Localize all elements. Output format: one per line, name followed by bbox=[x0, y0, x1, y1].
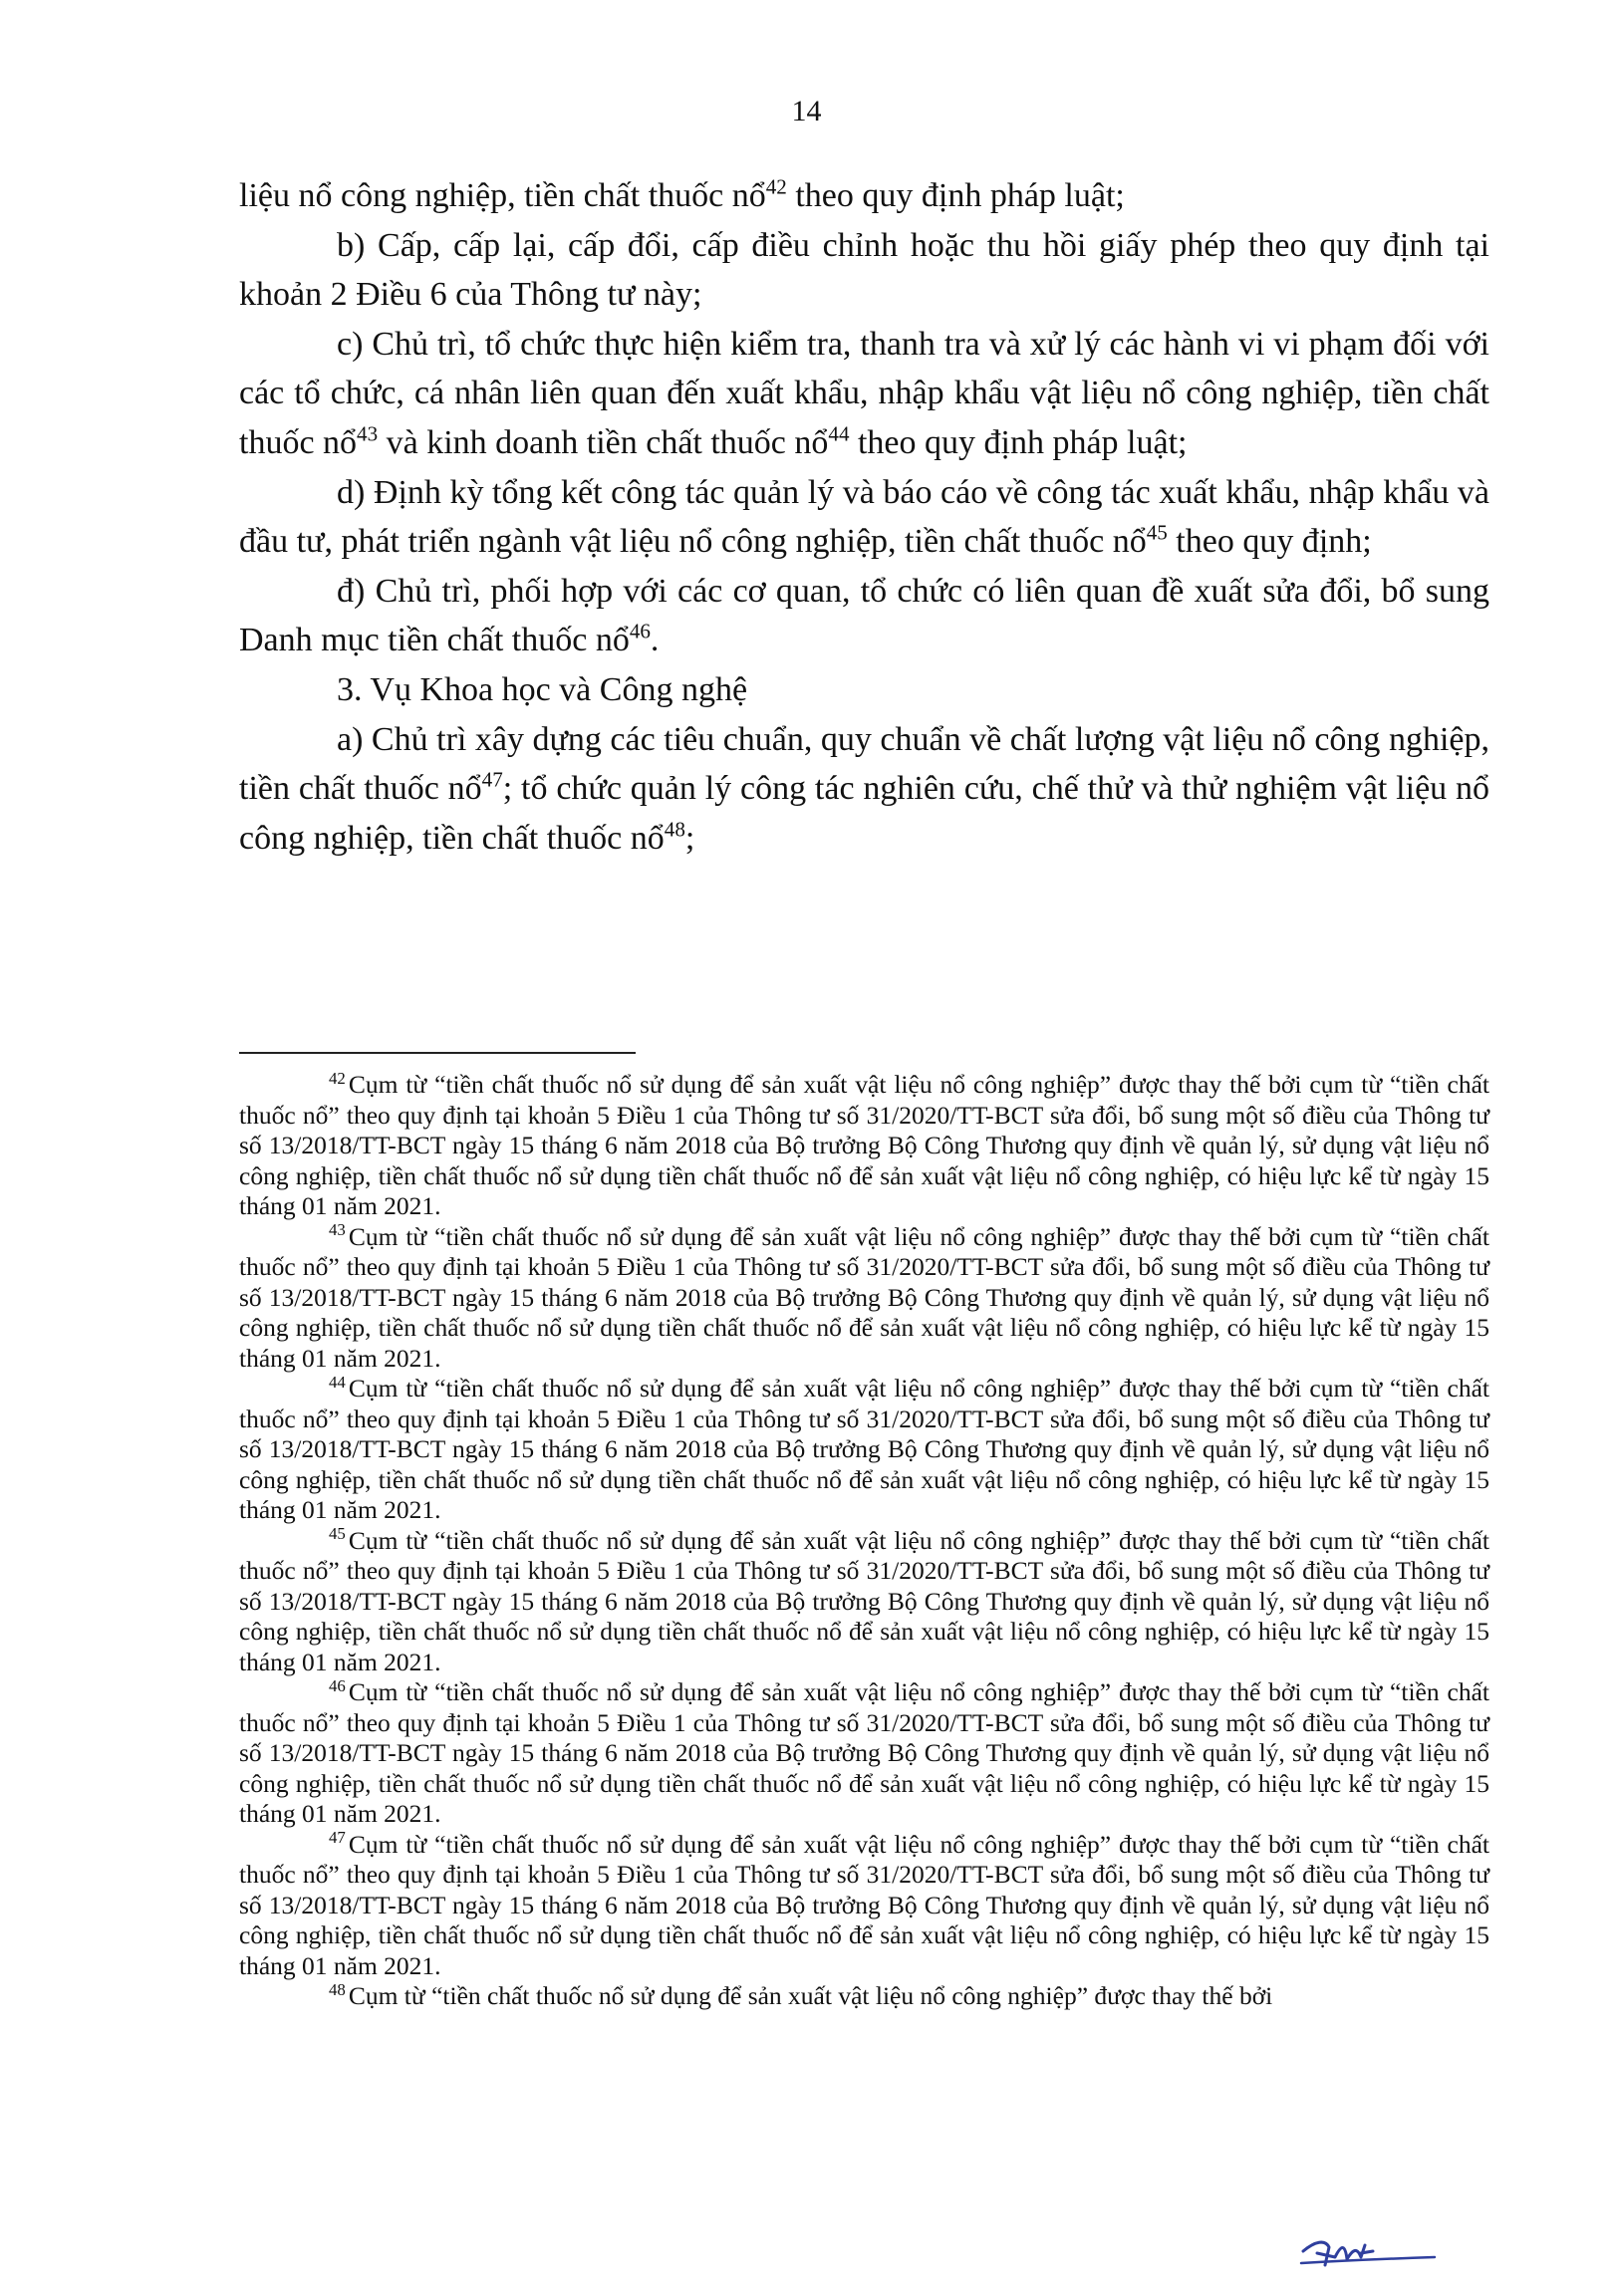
footnote-text: Cụm từ “tiền chất thuốc nổ sử dụng để sản xuất vật liệu nổ công nghiệp” được thay thế bởi cụm từ “tiền chất thuốc nổ” theo quy định tại khoản 5 Điều 1 của Thông tư số 31/2020/TT-BCT sửa đổi, bổ sung một số điều của Thông tư số 13/2018/TT-BCT ngày 15 tháng 6 năm 2018 của Bộ trưởng Bộ Công Thương quy định về quản lý, sử dụng vật liệu nổ công nghiệp, tiền chất thuốc nổ sử dụng tiền chất thuốc nổ để sản xuất vật liệu nổ công nghiệp, có hiệu lực kể từ ngày 15 tháng 01 năm 2021. bbox=[239, 1829, 1489, 1980]
footnote-text: Cụm từ “tiền chất thuốc nổ sử dụng để sản xuất vật liệu nổ công nghiệp” được thay thế bởi bbox=[348, 1981, 1273, 2010]
footnote-mark: 45 bbox=[329, 1524, 346, 1543]
paragraph-text: ; bbox=[684, 819, 695, 857]
footnote bbox=[239, 1070, 1489, 1222]
footnote-mark: 48 bbox=[329, 1979, 346, 1999]
paragraph-text: theo quy định pháp luật; bbox=[786, 177, 1125, 214]
paragraph-item-c bbox=[239, 320, 1489, 468]
footnote-mark: 42 bbox=[329, 1068, 346, 1088]
body-text bbox=[239, 171, 1489, 863]
paragraph-text: theo quy định pháp luật; bbox=[849, 423, 1188, 461]
signature-initials bbox=[1295, 2231, 1445, 2271]
footnotes bbox=[239, 1070, 1489, 2012]
section-heading bbox=[239, 665, 1489, 715]
paragraph-text: theo quy định; bbox=[1167, 523, 1372, 561]
footnote-ref[interactable]: 43 bbox=[357, 421, 379, 446]
footnote bbox=[239, 1222, 1489, 1375]
paragraph-text: liệu nổ công nghiệp, tiền chất thuốc nổ bbox=[239, 177, 766, 214]
footnote-mark: 46 bbox=[329, 1675, 346, 1695]
footnote-ref[interactable]: 45 bbox=[1146, 520, 1168, 545]
footnote-separator bbox=[239, 1052, 636, 1054]
paragraph-text: ; tổ chức quản lý công tác nghiên cứu, chế thử và thử nghiệm vật liệu nổ công nghiệp, tiền chất thuốc nổ bbox=[239, 770, 1489, 857]
footnote bbox=[239, 1526, 1489, 1678]
paragraph-item-b bbox=[239, 221, 1489, 320]
footnote bbox=[239, 1981, 1489, 2012]
paragraph-continuation bbox=[239, 171, 1489, 221]
footnote bbox=[239, 1677, 1489, 1830]
footnote-mark: 43 bbox=[329, 1220, 346, 1239]
paragraph-item-d bbox=[239, 468, 1489, 567]
paragraph-text: đ) Chủ trì, phối hợp với các cơ quan, tổ chức có liên quan đề xuất sửa đổi, bổ sung Danh mục tiền chất thuốc nổ bbox=[239, 572, 1489, 659]
footnote-ref[interactable]: 48 bbox=[664, 817, 685, 842]
footnote-ref[interactable]: 44 bbox=[828, 421, 850, 446]
footnote-mark: 44 bbox=[329, 1372, 346, 1392]
footnote-ref[interactable]: 47 bbox=[481, 767, 503, 792]
page-number: 14 bbox=[791, 95, 822, 128]
footnote-text: Cụm từ “tiền chất thuốc nổ sử dụng để sản xuất vật liệu nổ công nghiệp” được thay thế bởi cụm từ “tiền chất thuốc nổ” theo quy định tại khoản 5 Điều 1 của Thông tư số 31/2020/TT-BCT sửa đổi, bổ sung một số điều của Thông tư số 13/2018/TT-BCT ngày 15 tháng 6 năm 2018 của Bộ trưởng Bộ Công Thương quy định về quản lý, sử dụng vật liệu nổ công nghiệp, tiền chất thuốc nổ sử dụng tiền chất thuốc nổ để sản xuất vật liệu nổ công nghiệp, có hiệu lực kể từ ngày 15 tháng 01 năm 2021. bbox=[239, 1677, 1489, 1828]
signature-underline bbox=[1301, 2257, 1435, 2263]
footnote-text: Cụm từ “tiền chất thuốc nổ sử dụng để sản xuất vật liệu nổ công nghiệp” được thay thế bởi cụm từ “tiền chất thuốc nổ” theo quy định tại khoản 5 Điều 1 của Thông tư số 31/2020/TT-BCT sửa đổi, bổ sung một số điều của Thông tư số 13/2018/TT-BCT ngày 15 tháng 6 năm 2018 của Bộ trưởng Bộ Công Thương quy định về quản lý, sử dụng vật liệu nổ công nghiệp, tiền chất thuốc nổ sử dụng tiền chất thuốc nổ để sản xuất vật liệu nổ công nghiệp, có hiệu lực kể từ ngày 15 tháng 01 năm 2021. bbox=[239, 1221, 1489, 1373]
paragraph-item-dd bbox=[239, 567, 1489, 665]
footnote-text: Cụm từ “tiền chất thuốc nổ sử dụng để sản xuất vật liệu nổ công nghiệp” được thay thế bởi cụm từ “tiền chất thuốc nổ” theo quy định tại khoản 5 Điều 1 của Thông tư số 31/2020/TT-BCT sửa đổi, bổ sung một số điều của Thông tư số 13/2018/TT-BCT ngày 15 tháng 6 năm 2018 của Bộ trưởng Bộ Công Thương quy định về quản lý, sử dụng vật liệu nổ công nghiệp, tiền chất thuốc nổ sử dụng tiền chất thuốc nổ để sản xuất vật liệu nổ công nghiệp, có hiệu lực kể từ ngày 15 tháng 01 năm 2021. bbox=[239, 1374, 1489, 1524]
footnote-ref[interactable]: 46 bbox=[629, 620, 651, 644]
paragraph-text: . bbox=[650, 622, 660, 659]
paragraph-text: và kinh doanh tiền chất thuốc nổ bbox=[378, 423, 829, 461]
footnote-text: Cụm từ “tiền chất thuốc nổ sử dụng để sản xuất vật liệu nổ công nghiệp” được thay thế bởi cụm từ “tiền chất thuốc nổ” theo quy định tại khoản 5 Điều 1 của Thông tư số 31/2020/TT-BCT sửa đổi, bổ sung một số điều của Thông tư số 13/2018/TT-BCT ngày 15 tháng 6 năm 2018 của Bộ trưởng Bộ Công Thương quy định về quản lý, sử dụng vật liệu nổ công nghiệp, tiền chất thuốc nổ sử dụng tiền chất thuốc nổ để sản xuất vật liệu nổ công nghiệp, có hiệu lực kể từ ngày 15 tháng 01 năm 2021. bbox=[239, 1525, 1489, 1676]
footnote-ref[interactable]: 42 bbox=[765, 174, 787, 199]
paragraph-text: d) Định kỳ tổng kết công tác quản lý và báo cáo về công tác xuất khẩu, nhập khẩu và đầu tư, phát triển ngành vật liệu nổ công nghiệp, tiền chất thuốc nổ bbox=[239, 473, 1489, 561]
footnote bbox=[239, 1830, 1489, 1982]
paragraph-item-a bbox=[239, 715, 1489, 864]
paragraph-text: b) Cấp, cấp lại, cấp đổi, cấp điều chỉnh hoặc thu hồi giấy phép theo quy định tại khoản 2 Điều 6 của Thông tư này; bbox=[239, 226, 1489, 314]
footnote-mark: 47 bbox=[329, 1828, 346, 1847]
section-heading-text: 3. Vụ Khoa học và Công nghệ bbox=[337, 670, 748, 708]
paragraph-text: c) Chủ trì, tổ chức thực hiện kiểm tra, thanh tra và xử lý các hành vi vi phạm đối với các tổ chức, cá nhân liên quan đến xuất khẩu, nhập khẩu vật liệu nổ công nghiệp, tiền chất thuốc nổ bbox=[239, 325, 1489, 461]
footnote bbox=[239, 1374, 1489, 1526]
footnote-text: Cụm từ “tiền chất thuốc nổ sử dụng để sản xuất vật liệu nổ công nghiệp” được thay thế bởi cụm từ “tiền chất thuốc nổ” theo quy định tại khoản 5 Điều 1 của Thông tư số 31/2020/TT-BCT sửa đổi, bổ sung một số điều của Thông tư số 13/2018/TT-BCT ngày 15 tháng 6 năm 2018 của Bộ trưởng Bộ Công Thương quy định về quản lý, sử dụng vật liệu nổ công nghiệp, tiền chất thuốc nổ sử dụng tiền chất thuốc nổ để sản xuất vật liệu nổ công nghiệp, có hiệu lực kể từ ngày 15 tháng 01 năm 2021. bbox=[239, 1070, 1489, 1220]
paragraph-text: a) Chủ trì xây dựng các tiêu chuẩn, quy chuẩn về chất lượng vật liệu nổ công nghiệp, tiền chất thuốc nổ bbox=[239, 720, 1489, 808]
